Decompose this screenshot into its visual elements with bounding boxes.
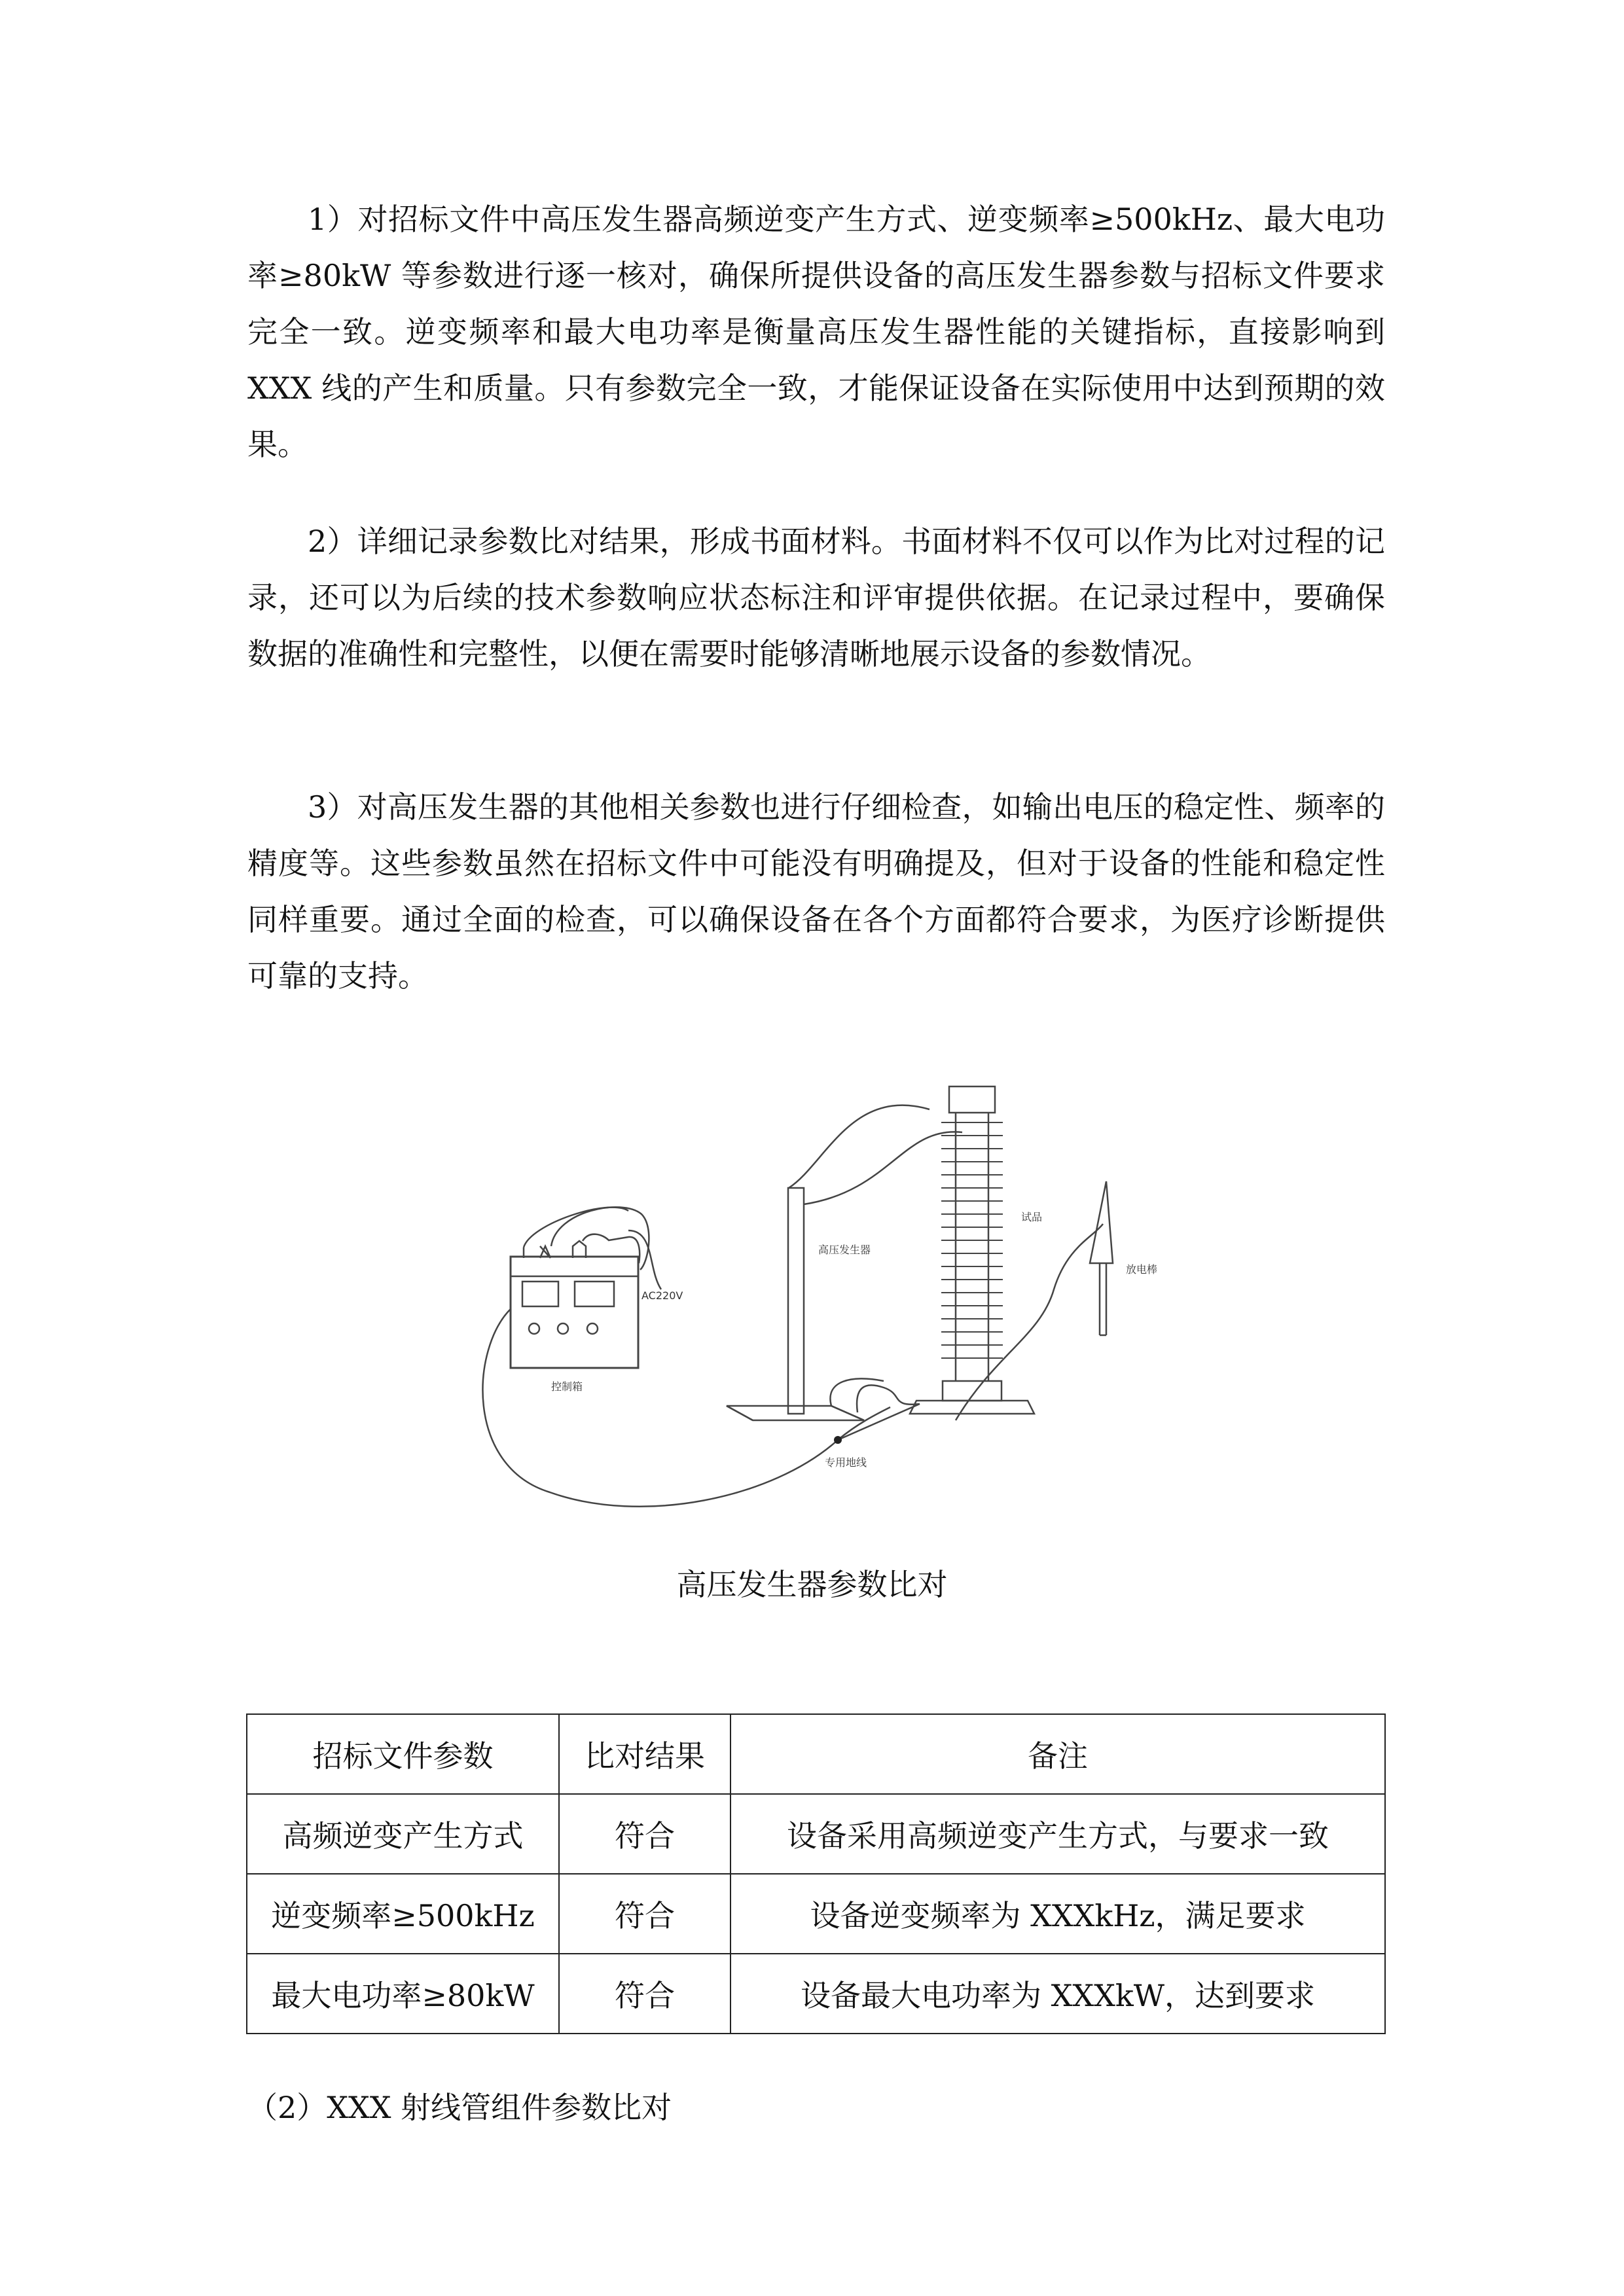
table-row [247,1874,1385,1954]
table-cell-param: 高频逆变产生方式 [247,1794,559,1874]
insulator-sheds [941,1122,1003,1358]
label-test-object: 试品 [1021,1211,1043,1223]
table-cell-param: 最大电功率≥80kW [247,1954,559,2034]
table-row [247,1954,1385,2034]
table-row [247,1794,1385,1874]
table-cell-result: 符合 [559,1794,731,1874]
control-box [511,1257,638,1368]
table-cell-param: 逆变频率≥500kHz [247,1874,559,1954]
control-meter-right [575,1282,614,1306]
wiring-diagram [432,1073,1191,1571]
table-header-result: 比对结果 [559,1714,731,1794]
table-cell-note: 设备逆变频率为 XXXkHz，满足要求 [731,1874,1385,1954]
table-header-note: 备注 [731,1714,1385,1794]
figure-caption: 高压发生器参数比对 [676,1567,948,1602]
paragraph-2: 2）详细记录参数比对结果，形成书面材料。书面材料不仅可以作为比对过程的记录，还可以为后续的技术参数响应状态标注和评审提供依据。在记录过程中，要确保数据的准确性和完整性，以便在需要时能够清晰地展示设备的参数情况。 [247,524,1385,672]
label-ground: 专用地线 [825,1456,867,1469]
label-ac-input: AC220V [641,1289,683,1302]
section-heading: （2）XXX 射线管组件参数比对 [247,2090,672,2125]
control-knob-1 [529,1323,539,1334]
generator-column [788,1188,804,1414]
table-cell-result: 符合 [559,1954,731,2034]
table-header-param: 招标文件参数 [247,1714,559,1794]
label-generator: 高压发生器 [818,1244,871,1256]
table-header-row [247,1714,1385,1794]
table-cell-note: 设备采用高频逆变产生方式，与要求一致 [731,1794,1385,1874]
comparison-table [246,1713,1386,2034]
paragraph-1: 1）对招标文件中高压发生器高频逆变产生方式、逆变频率≥500kHz、最大电功率≥80kW 等参数进行逐一核对，确保所提供设备的高压发生器参数与招标文件要求完全一致。逆变频率和最大电功率是衡量高压发生器性能的关键指标，直接影响到 XXX 线的产生和质量。只有参数完全一致，才能保证设备在实际使用中达到预期的效果。 [247,202,1385,462]
table-cell-note: 设备最大电功率为 XXXkW，达到要求 [731,1954,1385,2034]
ground-point [834,1436,842,1444]
control-knob-2 [558,1323,568,1334]
table-cell-result: 符合 [559,1874,731,1954]
label-discharge-rod: 放电棒 [1126,1263,1158,1276]
label-control-box: 控制箱 [551,1380,583,1393]
control-meter-left [522,1282,558,1306]
control-knob-3 [587,1323,598,1334]
paragraph-3: 3）对高压发生器的其他相关参数也进行仔细检查，如输出电压的稳定性、频率的精度等。这些参数虽然在招标文件中可能没有明确提及，但对于设备的性能和稳定性同样重要。通过全面的检查，可以确保设备在各个方面都符合要求，为医疗诊断提供可靠的支持。 [247,789,1385,994]
